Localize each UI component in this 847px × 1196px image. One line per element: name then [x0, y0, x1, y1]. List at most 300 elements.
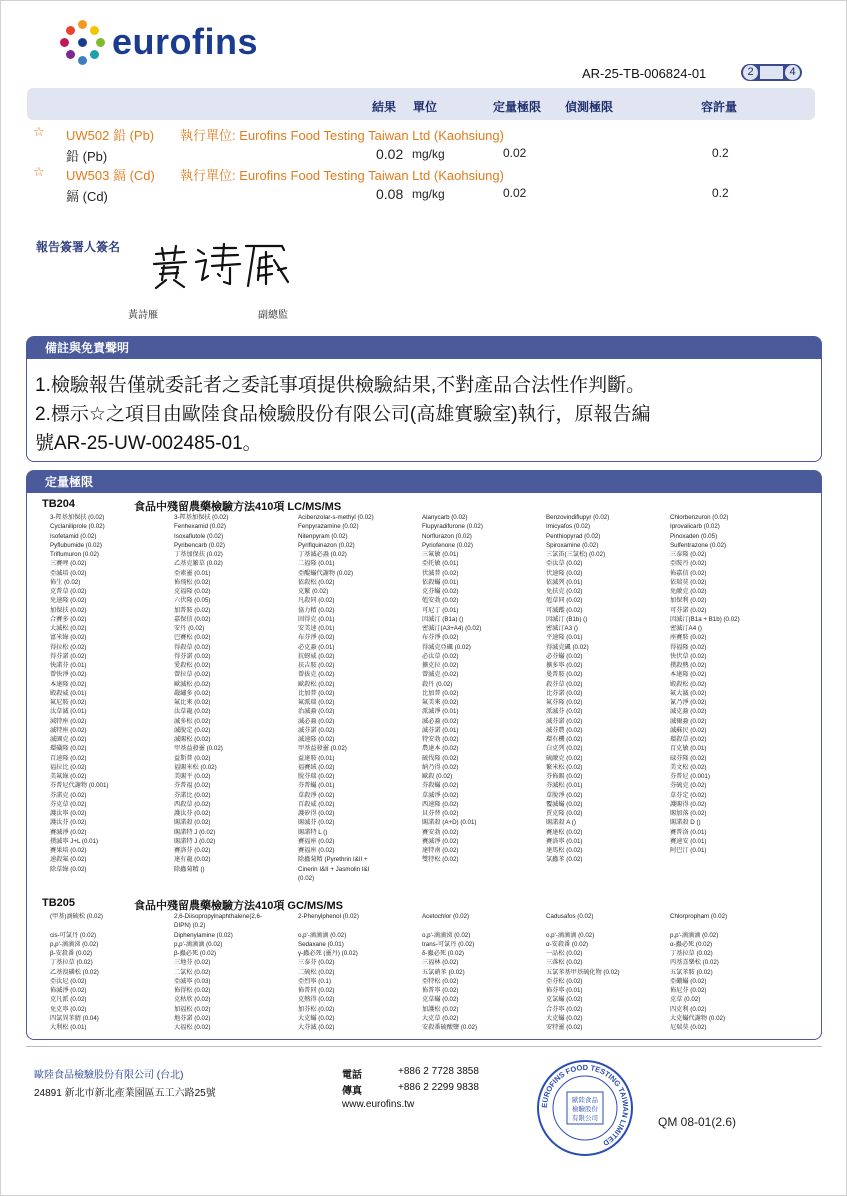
- analyte-item: [50, 921, 172, 930]
- analyte-item: 護矽得 (0.02): [298, 810, 335, 817]
- analyte-item: 氟派瑞 (0.02): [298, 699, 335, 706]
- analyte-item: 2-Phenylphenol (0.02): [298, 913, 359, 920]
- analyte-item: 大克草 (0.02): [422, 1014, 459, 1022]
- analyte-item: 伏滅普 (0.02): [422, 569, 459, 577]
- analyte-item: 百克敏 (0.01): [670, 745, 707, 753]
- analyte-item: Sedaxane (0.01): [298, 940, 344, 948]
- analyte-item: 3-羥基加保扶 (0.02): [50, 514, 105, 521]
- analyte-item: 草殺淨 (0.02): [298, 791, 335, 799]
- analyte-item: Imicyafos (0.02): [546, 523, 591, 531]
- analyte-item: 賜加落 (0.02): [670, 810, 707, 817]
- analyte-item: 安殺番硫酸鹽 (0.02): [422, 1024, 478, 1031]
- analyte-item: Benzovindiflupyr (0.02): [546, 514, 610, 521]
- logo-text: eurofins: [112, 21, 259, 62]
- analyte-item: 氟美來 (0.02): [422, 699, 459, 706]
- tb204-analyte-grid: [50, 513, 770, 893]
- tb204-title: 食品中殘留農藥檢驗方法410項 LC/MS/MS: [134, 501, 342, 513]
- analyte-item: 安特靈 (0.02): [546, 1024, 583, 1031]
- test-code-cd: UW503 鎘 (Cd): [66, 168, 155, 183]
- analyte-item: 座賽胺 (0.02): [670, 634, 707, 642]
- exec-unit-pb: 執行單位: Eurofins Food Testing Taiwan Ltd (Kaohsiung): [180, 128, 504, 143]
- analyte-item: 必克蝨 (0.01): [298, 643, 335, 651]
- col-loq: 定量極限: [493, 100, 542, 114]
- analyte-item: Chlorbenzuron (0.02): [670, 514, 729, 521]
- analyte-item: 益達胺 (0.01): [298, 754, 335, 762]
- analyte-item: 剋草同 (0.02): [546, 597, 583, 605]
- analyte-item: γ-蟲必死 (靈丹) (0.02): [298, 950, 358, 957]
- analyte-item: 克枯欣 (0.02): [174, 996, 211, 1004]
- analyte-item: 依殺蟎 (0.01): [422, 578, 459, 586]
- analyte-item: 佈飛松 (0.02): [174, 578, 211, 586]
- analyte-item: 依殺松 (0.02): [298, 578, 335, 586]
- analyte-item: 除蟲菊精 (Pyrethrin I&II +: [298, 856, 368, 864]
- analyte-item: 比加普 (0.02): [298, 689, 335, 697]
- analyte-item: 曾拉草 (0.02): [174, 671, 211, 679]
- analyte-item: 嚴繡多 (0.02): [174, 689, 211, 697]
- analyte-item: 氟芬隆 (0.02): [546, 699, 583, 706]
- analyte-item: 甲基益發靈 (0.02): [174, 745, 223, 753]
- analyte-item: 協力精 (0.02): [298, 606, 335, 614]
- analyte-item: 芬諾克 (0.02): [50, 791, 87, 799]
- analyte-item: 賽果培 (0.02): [50, 847, 87, 854]
- analyte-item: 歐殺 (0.02): [422, 773, 453, 780]
- analyte-item: Pyflubumide (0.02): [50, 541, 102, 549]
- analyte-item: 五氯苯胺 (0.02): [670, 968, 713, 976]
- analyte-item: 2,6-Diisopropylnaphthalene(2,6-: [174, 913, 263, 920]
- analyte-item: 三氟敏 (0.01): [422, 551, 459, 558]
- analyte-item: 百速隆 (0.02): [50, 754, 87, 762]
- analyte-item: 可芬諾 (0.02): [670, 606, 707, 614]
- analyte-item: 環有機 (0.02): [546, 736, 583, 743]
- analyte-item: 賽福座 (0.02): [298, 837, 335, 845]
- analyte-item: 阿巴汀 (0.01): [670, 847, 707, 854]
- footer-divider: [26, 1046, 822, 1047]
- footer-tel: +886 2 7728 3858: [398, 1066, 479, 1077]
- analyte-item: 擴多寧 (0.02): [546, 662, 583, 669]
- analyte-item: 芬諾比 (0.02): [174, 791, 211, 799]
- analyte-item: Isofetamid (0.02): [50, 532, 97, 540]
- analyte-item: 賜諾殺 (0.02): [174, 819, 211, 827]
- analyte-item: [546, 921, 668, 930]
- analyte-item: 密滅汀(A3+A4) (0.02): [422, 625, 482, 632]
- analyte-item: 安丹 (0.02): [174, 625, 205, 632]
- analyte-item: p,p'-滴滴滴 (0.02): [174, 940, 223, 948]
- analyte-item: 佈芬寧 (0.01): [546, 987, 583, 994]
- analyte-item: 環殺草 (0.02): [670, 736, 707, 743]
- analyte-item: 芬殺蟎 (0.02): [422, 782, 459, 790]
- analyte-item: 本達隆 (0.02): [50, 680, 87, 688]
- analyte-item: 特安勃 (0.02): [422, 736, 459, 743]
- analyte-item: 二福隆 (0.01): [298, 560, 335, 568]
- analyte-item: Nitenpyram (0.02): [298, 532, 348, 540]
- analyte-item: 氟比來 (0.02): [174, 699, 211, 706]
- analyte-column: [546, 513, 668, 865]
- analyte-item: cis-可氯丹 (0.02): [50, 931, 97, 939]
- unit-pb: mg/kg: [412, 147, 445, 161]
- analyte-item: 亞芬松 (0.02): [546, 977, 583, 985]
- test-code-pb: UW502 鉛 (Pb): [66, 128, 155, 143]
- analyte-item: 滅蘇民 (0.02): [670, 726, 707, 734]
- analyte-item: 福賜米松 (0.02): [174, 763, 217, 771]
- note-line-3: 號AR-25-UW-002485-01。: [35, 433, 262, 454]
- analyte-item: 加福松 (0.02): [174, 1005, 211, 1013]
- analyte-item: 美氟綠 (0.02): [50, 773, 87, 780]
- analyte-column: [670, 513, 792, 855]
- analyte-item: Iprovalicarb (0.02): [670, 523, 720, 531]
- analyte-item: 殺丹 (0.02): [422, 680, 453, 688]
- analyte-item: p,p'-滴滴滴 (0.02): [670, 931, 719, 939]
- analyte-item: 賽福座 (0.02): [298, 847, 335, 854]
- analyte-item: 3-羥基加保扶 (0.02): [174, 514, 229, 521]
- analyte-item: 密滅汀A4 (): [670, 625, 702, 632]
- analyte-item: 克繁 (0.02): [298, 588, 329, 595]
- form-code: QM 08-01(2.6): [658, 1115, 737, 1129]
- analyte-item: 賽達松 (0.02): [546, 828, 583, 836]
- analyte-item: 伏速隆 (0.02): [546, 569, 583, 577]
- analyte-item: 滅芬諾 (0.02): [546, 717, 583, 725]
- analyte-item: 賽洛芬 (0.02): [174, 847, 211, 854]
- analyte-item: 曾拔克 (0.02): [298, 671, 335, 679]
- analyte-item: 賽速安 (0.01): [670, 837, 707, 845]
- analyte-item: 巴賽松 (0.02): [174, 634, 211, 642]
- analyte-item: 因滅汀(B1a + B1b) (0.02): [670, 615, 740, 623]
- analyte-item: 布芬淨 (0.02): [422, 634, 459, 642]
- analyte-item: β-安殺番 (0.02): [50, 950, 93, 957]
- analyte-item: 一品松 (0.02): [546, 950, 583, 957]
- analyte-item: 白克列 (0.02): [546, 745, 583, 753]
- analyte-item: 滅必蝨 (0.02): [422, 717, 459, 725]
- analyte-item: 五氯硝苯 (0.02): [422, 968, 465, 976]
- analyte-item: 佈嘉信 (0.02): [670, 569, 707, 577]
- item-cd: 鎘 (Cd): [66, 189, 108, 204]
- page-current: 2: [743, 65, 758, 80]
- analyte-item: 六伏隆 (0.05): [174, 597, 211, 605]
- analyte-item: (甲基)滴硫松 (0.02): [50, 913, 103, 920]
- analyte-item: 賽安勃 (0.02): [422, 828, 459, 836]
- analyte-item: 克氯蟎 (0.02): [546, 996, 583, 1004]
- analyte-item: 草脫淨 (0.02): [546, 791, 583, 799]
- analyte-item: 富米綠 (0.02): [50, 634, 87, 642]
- analyte-item: α-蟲必死 (0.02): [670, 940, 713, 948]
- seal-ring-text: EUROFINS FOOD TESTING TAIWAN LIMITED: [539, 1062, 631, 1148]
- loq-pb: 0.02: [503, 146, 527, 160]
- analyte-item: 氯蟲苯 (0.02): [546, 856, 583, 864]
- analyte-item: 賜諾殺 A (): [546, 819, 576, 827]
- analyte-item: 因滅汀 (B1b) (): [546, 615, 588, 623]
- col-result: 結果: [372, 100, 397, 114]
- analyte-item: 丁基拉草 (0.02): [670, 950, 713, 957]
- analyte-item: 曾快淨 (0.02): [50, 671, 87, 679]
- analyte-item: trans-可氯丹 (0.02): [422, 940, 475, 948]
- analyte-item: 殿殺威 (0.01): [50, 689, 87, 697]
- tolerance-pb: 0.2: [712, 146, 729, 160]
- analyte-item: Diphenylamine (0.02): [174, 931, 233, 939]
- svg-text:有限公司: 有限公司: [572, 1114, 598, 1122]
- analyte-item: 亞滅培 (0.02): [50, 569, 87, 577]
- analyte-item: [422, 921, 544, 930]
- analyte-item: 護汰寧 (0.02): [50, 810, 87, 817]
- analyte-item: 克福隆 (0.02): [174, 588, 211, 595]
- result-pb: 0.02: [376, 146, 404, 162]
- analyte-item: 賜諾特 J (0.02): [174, 837, 216, 845]
- footer-company: 歐陸食品檢驗股份有限公司 (台北): [34, 1070, 184, 1081]
- notes-box: [26, 336, 822, 462]
- analyte-item: 福賽絨 (0.02): [298, 763, 335, 771]
- analyte-item: 乙基克繁草 (0.02): [174, 560, 223, 568]
- analyte-item: 芬克草 (0.02): [50, 800, 87, 808]
- analyte-item: 護賜得 (0.02): [670, 800, 707, 808]
- analyte-item: 滅特座 (0.02): [50, 726, 87, 734]
- analyte-item: 芬普尼 (0.001): [670, 773, 710, 780]
- analyte-item: 派滅淨 (0.01): [422, 708, 459, 716]
- analyte-item: 三福林 (0.02): [422, 959, 459, 967]
- analyte-item: 達有龍 (0.02): [174, 856, 211, 864]
- analyte-item: 撲殺熱 (0.02): [670, 662, 707, 669]
- analyte-item: Fenhexamid (0.02): [174, 523, 226, 531]
- analyte-item: 可滅蹤 (0.02): [546, 606, 583, 614]
- analyte-item: α-安殺番 (0.02): [546, 940, 589, 948]
- analyte-item: 大滅松 (0.02): [50, 625, 87, 632]
- analyte-item: 賈克隆 (0.02): [546, 810, 583, 817]
- analyte-item: 覆滅蟎 (0.02): [546, 800, 583, 808]
- analyte-item: 快伏草 (0.02): [670, 652, 707, 660]
- analyte-item: 三地芬 (0.02): [174, 959, 211, 967]
- analyte-item: o,p'-滴滴滴 (0.02): [298, 931, 347, 939]
- analyte-item: 亞醌蟎代謝物 (0.02): [298, 569, 354, 577]
- analyte-item: 二硫松 (0.02): [298, 968, 335, 976]
- analyte-item: 克凡派 (0.02): [50, 996, 87, 1004]
- footer-address: 24891 新北市新北產業園區五工六路25號: [34, 1088, 216, 1099]
- analyte-item: 二氯松 (0.02): [174, 968, 211, 976]
- analyte-item: 美文松 (0.02): [670, 763, 707, 771]
- analyte-item: 派滅芬 (0.02): [546, 708, 583, 716]
- analyte-item: 益斯普 (0.02): [174, 754, 211, 762]
- item-pb: 鉛 (Pb): [66, 149, 108, 164]
- analyte-item: 依瑞莫 (0.02): [670, 578, 707, 586]
- analyte-item: 加保扶 (0.02): [50, 606, 87, 614]
- loq-title: 定量極限: [27, 471, 821, 493]
- analyte-item: 撲滅寧 J+L (0.01): [50, 837, 99, 845]
- analyte-item: 大克蟎 (0.02): [298, 1014, 335, 1022]
- analyte-item: 賽普洛 (0.01): [670, 828, 707, 836]
- signer-title: 副總監: [258, 310, 288, 321]
- analyte-item: 曼普胺 (0.02): [546, 671, 583, 679]
- analyte-item: 得福隆 (0.02): [670, 643, 707, 651]
- col-unit: 單位: [413, 100, 438, 114]
- report-number: AR-25-TB-006824-01: [582, 66, 707, 81]
- svg-text:歐陸食品: 歐陸食品: [572, 1096, 598, 1104]
- analyte-item: 凡殺同 (0.02): [298, 597, 335, 605]
- analyte-column: [670, 912, 792, 1032]
- analyte-item: 環磺隆 (0.02): [50, 745, 87, 753]
- analyte-item: 農達本 (0.02): [422, 745, 459, 753]
- analyte-item: 比加普 (0.02): [422, 689, 459, 697]
- analyte-item: 合賽多 (0.02): [50, 615, 87, 623]
- analyte-item: 芬普福 (0.02): [174, 782, 211, 790]
- analyte-item: 達馬松 (0.02): [546, 847, 583, 854]
- analyte-item: 亞汰草 (0.02): [546, 560, 583, 568]
- footer-web: www.eurofins.tw: [342, 1099, 415, 1110]
- analyte-item: 依滅列 (0.01): [546, 578, 583, 586]
- analyte-item: 曾滅克 (0.02): [422, 671, 459, 679]
- analyte-item: β-蟲必死 (0.02): [174, 950, 217, 957]
- analyte-item: 賜諾殺 D (): [670, 819, 701, 827]
- analyte-item: Cinerin I&II + Jasmolin I&I: [298, 865, 370, 873]
- analyte-item: 克芬蟎 (0.02): [422, 588, 459, 595]
- analyte-item: 護汰芬 (0.02): [50, 819, 87, 827]
- analyte-item: 百殺威 (0.02): [298, 800, 335, 808]
- eurofins-logo: [60, 20, 258, 64]
- results-column-header: [27, 88, 815, 120]
- star-mark: ☆: [33, 164, 45, 179]
- note-line-1: 1.檢驗報告僅就委託者之委託事項提供檢驗結果,不對產品合法性作判斷。: [35, 375, 646, 396]
- analyte-item: 丙基喜樂松 (0.02): [670, 959, 719, 967]
- analyte-item: 護汰芬 (0.02): [174, 810, 211, 817]
- tb204-code: TB204: [42, 498, 76, 510]
- analyte-item: Pyribencarb (0.02): [174, 541, 225, 549]
- analyte-column: [50, 513, 172, 874]
- analyte-item: 亞硼蟎 (0.02): [670, 977, 707, 985]
- analyte-item: 大福松 (0.02): [174, 1024, 211, 1031]
- analyte-item: 納乃得 (0.02): [422, 763, 459, 771]
- analyte-column: [298, 912, 420, 1032]
- analyte-item: 治滅蝨 (0.02): [298, 708, 335, 716]
- analyte-item: 芬硫克 (0.02): [670, 782, 707, 790]
- company-seal-stamp: [535, 1058, 635, 1158]
- analyte-column: [422, 912, 544, 1032]
- analyte-item: 大克蟎 (0.02): [546, 1014, 583, 1022]
- analyte-item: 五氯苯基甲基硫化物 (0.02): [546, 968, 620, 976]
- analyte-item: 加普胺 (0.02): [174, 606, 211, 614]
- analyte-item: 汰草龍 (0.02): [174, 708, 211, 716]
- analyte-item: 得滅克亞碸 (0.02): [422, 643, 471, 651]
- footer-tel-label: 電話: [342, 1070, 362, 1081]
- analyte-column: [422, 513, 544, 865]
- analyte-item: 貝芬替 (0.02): [422, 810, 459, 817]
- analyte-item: 可尼丁 (0.01): [422, 606, 459, 614]
- analyte-item: 安美速 (0.01): [298, 625, 335, 632]
- analyte-item: 地芬諾 (0.02): [174, 1014, 211, 1022]
- analyte-item: Spiroxamine (0.02): [546, 541, 599, 549]
- unit-cd: mg/kg: [412, 187, 445, 201]
- analyte-item: 滅必蝨 (0.02): [298, 717, 335, 725]
- signature-label: 報告簽署人簽名: [36, 240, 121, 254]
- analyte-item: 賜諾特 J (0.02): [174, 828, 216, 836]
- analyte-item: 擴克拉 (0.02): [422, 662, 459, 669]
- analyte-item: 愛殺松 (0.02): [174, 662, 211, 669]
- footer-fax: +886 2 2299 9838: [398, 1082, 479, 1093]
- analyte-column: [50, 912, 172, 1032]
- col-lod: 偵測極限: [565, 100, 614, 114]
- analyte-item: Cyclaniliprole (0.02): [50, 523, 105, 531]
- analyte-item: 雙特松 (0.02): [422, 856, 459, 864]
- analyte-item: Cadusafos (0.02): [546, 913, 594, 920]
- analyte-item: 達特南 (0.02): [422, 847, 459, 854]
- analyte-item: 克草 (0.02): [670, 996, 701, 1004]
- analyte-item: 西速隆 (0.02): [422, 800, 459, 808]
- analyte-item: DIPN) (0.2): [174, 922, 206, 930]
- analyte-item: 得滅克碸 (0.02): [546, 643, 589, 651]
- tolerance-cd: 0.2: [712, 186, 729, 200]
- analyte-column: [546, 912, 668, 1032]
- result-cd: 0.08: [376, 186, 404, 202]
- analyte-item: 三落松 (0.02): [546, 959, 583, 967]
- analyte-item: 得殺草 (0.02): [174, 643, 211, 651]
- analyte-item: 亞素靈 (0.01): [174, 569, 211, 577]
- analyte-item: 賜諾殺 (A+D) (0.01): [422, 819, 477, 827]
- analyte-item: 平速隆 (0.01): [546, 634, 583, 642]
- analyte-item: 大利松 (0.01): [50, 1024, 87, 1031]
- analyte-item: 亞滅寧 (0.03): [174, 977, 211, 985]
- analyte-item: Penthiopyrad (0.02): [546, 532, 601, 540]
- analyte-item: 氰乃淨 (0.02): [670, 699, 707, 706]
- analyte-item: 乙基溴磷松 (0.02): [50, 968, 99, 976]
- analyte-item: 四克利 (0.02): [670, 1005, 707, 1013]
- analyte-item: 滅速隆 (0.02): [298, 736, 335, 743]
- analyte-item: 福拉比 (0.02): [50, 763, 87, 771]
- analyte-item: 芬佈賜 (0.02): [546, 773, 583, 780]
- analyte-item: 免扶克 (0.02): [546, 588, 583, 595]
- analyte-item: 三泰隆 (0.02): [670, 551, 707, 558]
- analyte-item: 亞烈寧 (0.1): [298, 977, 332, 985]
- analyte-item: 三氯笛(三氯松) (0.02): [546, 551, 606, 558]
- analyte-item: Isoxaflutole (0.02): [174, 532, 224, 540]
- analyte-item: 克草蟎 (0.02): [422, 996, 459, 1004]
- analyte-item: 免速隆 (0.02): [50, 597, 87, 605]
- analyte-item: 繁米松 (0.02): [546, 763, 583, 771]
- analyte-item: 芬普蟎 (0.01): [298, 782, 335, 790]
- analyte-item: 草滅淨 (0.02): [422, 791, 459, 799]
- analyte-item: p,p'-滴滴涕 (0.02): [50, 940, 99, 948]
- analyte-item: 固得克 (0.01): [298, 615, 335, 623]
- analyte-item: Flupyradifurone (0.02): [422, 523, 483, 531]
- analyte-item: 佈得松 (0.02): [174, 987, 211, 994]
- analyte-item: 合芬寧 (0.02): [546, 1005, 583, 1013]
- analyte-item: 賽滅淨 (0.02): [50, 828, 87, 836]
- analyte-item: 佈生 (0.02): [50, 578, 81, 586]
- page-indicator: [741, 64, 802, 81]
- analyte-item: 滅賜松 (0.02): [174, 736, 211, 743]
- analyte-item: 碌芬隆 (0.02): [670, 754, 707, 762]
- signer-name: 黃詩雁: [128, 310, 158, 321]
- analyte-item: [670, 921, 792, 930]
- svg-text:檢驗股份: 檢驗股份: [572, 1105, 598, 1113]
- analyte-item: 歐滅松 (0.02): [174, 680, 211, 688]
- handwritten-signature: [150, 240, 290, 290]
- loq-cd: 0.02: [503, 186, 527, 200]
- analyte-item: 加保利 (0.02): [670, 597, 707, 605]
- notes-title: 備註與免責聲明: [27, 337, 821, 359]
- analyte-item: 嘉保信 (0.02): [174, 615, 211, 623]
- analyte-item: 布芬淨 (0.02): [298, 634, 335, 642]
- tb205-title: 食品中殘留農藥檢驗方法410項 GC/MS/MS: [134, 900, 344, 912]
- analyte-item: 尼瑞莫 (0.02): [670, 1024, 707, 1031]
- analyte-item: 丁基拉草 (0.02): [50, 959, 93, 967]
- analyte-item: Acibenzolar-s-methyl (0.02): [298, 514, 374, 521]
- analyte-item: Norflurazon (0.02): [422, 532, 472, 540]
- analyte-item: 殿殺松 (0.02): [670, 680, 707, 688]
- analyte-item: 因滅汀 (B1a) (): [422, 615, 464, 623]
- analyte-item: 丁基加保扶 (0.02): [174, 551, 223, 558]
- analyte-item: Pyriofenone (0.02): [422, 541, 473, 549]
- page-total: 4: [785, 65, 800, 80]
- notes-body: [27, 359, 821, 458]
- analyte-item: 減特座 (0.02): [50, 717, 87, 725]
- analyte-item: 賽滅淨 (0.02): [422, 837, 459, 845]
- analyte-item: 得芬諾 (0.02): [50, 652, 87, 660]
- analyte-item: o,p'-滴滴滴 (0.02): [546, 931, 595, 939]
- analyte-item: Fenpyrazamine (0.02): [298, 523, 359, 531]
